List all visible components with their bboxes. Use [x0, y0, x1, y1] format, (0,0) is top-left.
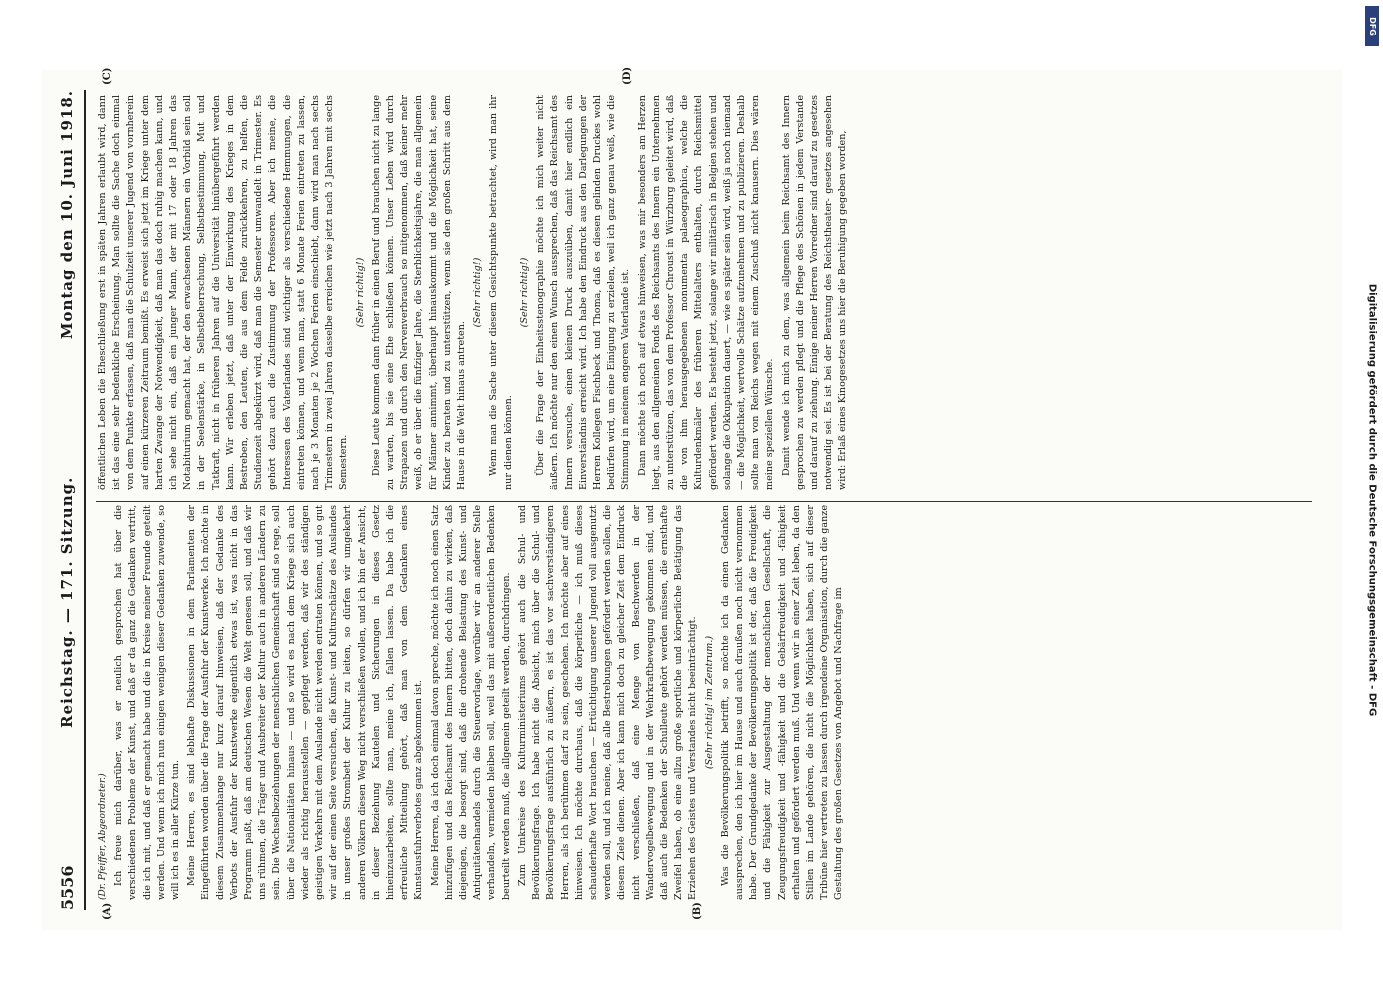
paragraph: Damit wende ich mich zu dem, was allgemein beim Reichsamt des Innern gesprochen zu werden pflegt und die Pflege des Schönen in jedem Verstande und darauf zu ziehung. Einige meiner Herren Vorredner sind darauf zu gesetzes notwendig sei. Es ist bei der Beratung des Reichstheater- gesetzes angesehen wird: Erlaß eines Kinogesetzes uns hier die Beruhigung gegeben worden,	[780, 95, 848, 490]
rotated-newspaper-page	[42, 66, 1342, 930]
paragraph: Ich freue mich darüber, was er neulich gesprochen hat über die verschiedenen Probleme der Kunst, und daß er da ganz die Gedanken vertritt, die ich mit, und daß er gemacht habe und die in Kreise meiner Freunde geteilt werden. Und wenn ich mich nun einigen wenigen dieser Gedanken zuwende, so will ich es in aller Kürze tun.	[112, 505, 181, 900]
paragraph: Über die Frage der Einheitsstenographie möchte ich mich weiter nicht äußern. Ich möchte nur den einen Wunsch aussprechen, daß das Reichsamt des Innern versuche, einen kleinen Druck auszuüben, damit hier endlich ein Einverständnis erreicht wird. Ich habe den Eindruck aus den Darlegungen der Herren Kollegen Fischbeck und Thoma, daß es diesen gelinden Druckes wohl bedürfen wird, um eine Einigung zu erzielen, weil ich ganz genau weiß, wie die Stimmung in meinem engeren Vaterlande ist.	[534, 95, 631, 490]
margin-marker-d: (D)	[621, 66, 633, 85]
left-text-column	[96, 505, 1312, 900]
margin-marker-c: (C)	[101, 67, 113, 85]
paragraph: Dann möchte ich noch auf etwas hinweisen, was mir besonders am Herzen liegt, aus den allgemeinen Fonds des Reichsamts des Innern ein Unternehmen zu unterstützen, das von dem Professor Chroust in Würzburg geleitet wird, daß die von ihm herausgegebenen monumenta palaeographica, welche die Kulturdenkmäler des früheren Mittelalters enthalten, durch Reichsmittel gefördert werden. Es besteht jetzt, solange wir militärisch in Belgien stehen und solange die Okkupation dauert, — wie es später sein wird, weiß ja noch niemand — die Möglichkeit, wertvolle Schätze aufzunehmen und zu publizieren. Deshalb sollte man von Reichs wegen mit einem Zuschuß nicht knausern. Dies wären meine speziellen Wünsche.	[636, 95, 775, 490]
page-header	[50, 90, 86, 910]
paragraph: Diese Leute kommen dann früher in einen Beruf und brauchen nicht zu lange zu warten, bis sie eine Ehe schließen können. Unser Leben wird durch Strapazen und durch den Nervenverbrauch so mitgenommen, daß keiner mehr weiß, ob er über die fünfziger Jahre, die Sterblichkeitsjahre, die man allgemein für Männer annimmt, überhaupt hinauskommt und die Möglichkeit hat, seine Kinder zu beraten und zu unterstützen, wenn sie den großen Schritt aus dem Hause in die Welt hinaus antreten.	[370, 95, 467, 490]
speaker-line: (Dr. Pfeiffer, Abgeordneter.)	[97, 773, 108, 900]
page-title-left: Reichstag. — 171. Sitzung.	[57, 476, 76, 728]
interjection: (Sehr richtig!)	[471, 257, 483, 328]
paragraph: Wenn man die Sache unter diesem Gesichtspunkte betrachtet, wird man ihr nur dienen können.	[487, 95, 514, 490]
paragraph: öffentlichen Leben die Eheschließung erst in späten Jahren erlaubt wird, dann ist das eine sehr bedenkliche Erscheinung. Man sollte die Sache doch einmal von dem Punkte erfassen, daß man die Schulzeit unserer Jugend von vornherein auf einen kürzeren Zeitraum bemißt. Es erweist sich jetzt im Kriege unter dem harten Zwange der Notwendigkeit, daß man das doch ruhig machen kann, und ich sehe nicht ein, daß ein junger Mann, der mit 17 oder 18 Jahren das Notabiturium gemacht hat, der den erwachsenen Männern ein Vorbild sein soll in der Seelenstärke, in Selbstbeherrschung, Selbstbestimmung, Mut und Tatkraft, nicht in früheren Jahren auf die Universität hinübergeführt werden kann. Wir erleben jetzt, daß unter der Einwirkung des Krieges in dem Bestreben, den Leuten, die aus dem Felde zurückkehren, zu helfen, die Studienzeit abgekürzt wird, daß man die Semester umwandelt in Trimester. Es gehört dazu auch die Zustimmung der Professoren. Aber ich meine, die Interessen des Vaterlandes sind wichtiger als verschiedene Hemmungen, die eintreten können, und wenn man, statt 6 Monate Ferien eintreten zu lassen, nach je 3 Monaten je 2 Wochen Ferien einschiebt, dann wird man nach sechs Trimestern in zwei Jahren dasselbe erreichen wie jetzt nach 3 Jahren mit sechs Semestern.	[96, 95, 349, 490]
paragraph: Meine Herren, da ich doch einmal davon spreche, möchte ich noch einen Satz hinzufügen und das Reichsamt des Innern bitten, doch dahin zu wirken, daß diejenigen, die besorgt sind, daß die drohende Belastung des Kunst- und Antiquitätenhandels durch die Steuervorlage, worüber wir an anderer Stelle verhandeln, vermieden bleiben soll, weil das mit außerordentlichen Bedenken beurteilt werden muß, die allgemein geteilt werden, durchdringen.	[429, 505, 512, 900]
page-title-right: Montag den 10. Juni 1918.	[57, 90, 76, 340]
interjection: (Sehr richtig!)	[518, 257, 530, 328]
column-divider	[96, 501, 1312, 502]
right-text-column	[96, 95, 1312, 490]
margin-marker-a: (A)	[101, 902, 113, 920]
interjection: (Sehr richtig! im Zentrum.)	[703, 635, 715, 770]
page-number: 5556	[57, 865, 76, 910]
margin-marker-b: (B)	[691, 902, 703, 920]
paragraph: Meine Herren, es sind lebhafte Diskussionen in dem Parlamenten der Eingeführten worden über die Frage der Ausfuhr der Kunstwerke. Ich möchte in diesem Zusammenhange nur kurz darauf hinweisen, daß der Gedanke des Verbots der Ausfuhr der Kunstwerke eigentlich etwas ist, was nicht in das Programm paßt, daß am deutschen Wesen die Welt genesen soll, und daß wir uns rühmen, die Träger und Ausbreiter der Kultur auch in anderen Ländern zu sein. Die Wechselbeziehungen der menschlichen Gemeinschaft sind so rege, soll über die Nationalitäten hinaus — und so wird es nach dem Kriege sich auch wieder als richtig herausstellen — gepflegt werden, daß wir des ständigen geistigen Verkehrs mit dem Auslande nicht werden entraten können, und so gut wir auf der einen Seite versuchen, die Kunst- und Kulturschätze des Auslandes in unser großes Strombett der Kultur zu leiten, so dürfen wir umgekehrt anderen Völkern diesen Weg nicht verschließen wollen, und ich bin der Ansicht, in dieser Beziehung Kautelen und Sicherungen in dieses Gesetz hineinzuarbeiten, sollte man, meine ich, fallen lassen. Da habe ich die erfreuliche Mitteilung gehört, daß man von dem Gedanken eines Kunstausfuhrverbotes ganz abgekommen ist.	[185, 505, 424, 900]
paragraph: Zum Umkreise des Kulturministeriums gehört auch die Schul- und Bevölkerungsfrage. Ich habe nicht die Absicht, mich über die Schul- und Bevölkerungsfrage ausführlich zu äußern, es ist das vor sachverständigeren Herren, als ich berühmen darf zu sein, geschehen. Ich möchte aber auf eines hinweisen. Ich möchte durchaus, daß die körperliche — ich muß dieses schauderhafte Wort brauchen — Ertüchtigung unserer Jugend voll ausgenutzt werden soll, und ich meine, daß alle Bestrebungen gefördert werden sollen, die diesem Ziele dienen. Aber ich kann mich doch zu gleicher Zeit dem Eindruck nicht verschließen, daß eine Menge von Beschwerden in der Wandervogelbewegung und in der Wehrkraftbewegung gekommen sind, und daß auch die Bedenken der Schulleute gehört werden müssen, die ernsthafte Zweifel haben, ob eine allzu große sportliche und körperliche Betätigung das Erziehen des Geistes und Verstandes nicht beeinträchtigt.	[516, 505, 698, 900]
paragraph: Was die Bevölkerungspolitik betrifft, so möchte ich da einen Gedanken aussprechen, den ich hier im Hause und auch draußen noch nicht vernommen habe. Der Grundgedanke der Bevölkerungspolitik ist der, daß die Freudigkeit und die Fähigkeit zur Ausgestaltung der menschlichen Gesellschaft, die Zeugungsfreudigkeit und -fähigkeit und die Gebärfreudigkeit und -fähigkeit erhalten und gefördert werden muß. Und wenn wir in einer Zeit leben, da den Stillen im Lande gehören, die nicht die Möglichkeit haben, sich auf dieser Tribüne hier vertreten zu lassen durch irgendeine Organisation, durch die ganze Gestaltung des großen Gesetzes von Angebot und Nachfrage im	[719, 505, 844, 900]
dfg-logo: DFG	[1365, 6, 1379, 46]
credit-text: Digitalisierung gefördert durch die Deutsche Forschungsgemeinschaft - DFG	[1366, 283, 1378, 717]
digitization-credit	[1361, 0, 1383, 1000]
interjection: (Sehr richtig!)	[354, 257, 366, 328]
